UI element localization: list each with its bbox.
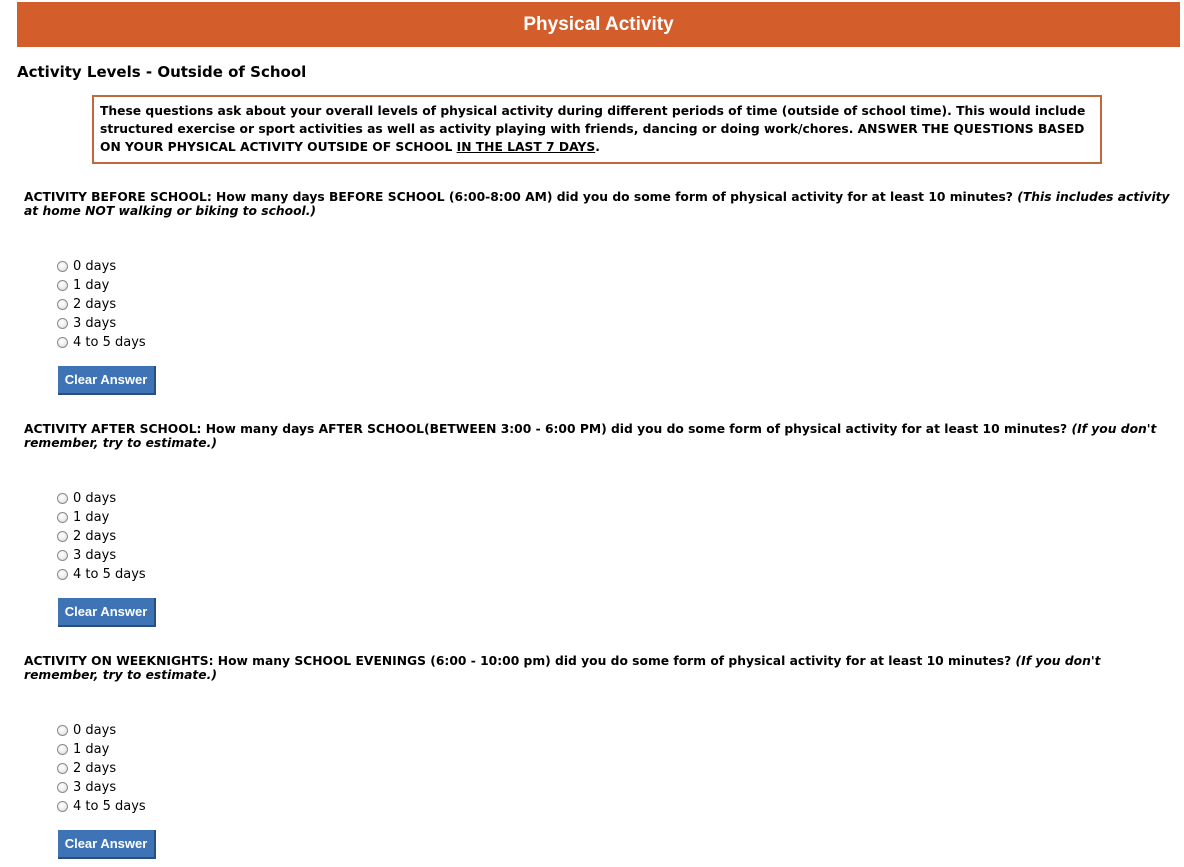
option-1-day[interactable] [57,740,146,759]
instructions-text: These questions ask about your overall levels of physical activity during different periods of time (outside of school time). This would include structured exercise or sport activities as well as activity playing with friends, dancing or doing work/chores. ANSWER THE QUESTIONS BASED ON YOUR PHYSICAL ACTIVITY OUTSIDE OF SCHOOL [100,104,1086,154]
radio-button[interactable] [57,801,68,812]
option-label: 4 to 5 days [73,799,146,814]
option-1-day[interactable] [57,276,146,295]
clear-answer-button[interactable]: Clear Answer [58,598,156,627]
radio-button[interactable] [57,763,68,774]
option-0-days[interactable] [57,257,146,276]
page-header [17,2,1180,47]
radio-button[interactable] [57,337,68,348]
option-label: 1 day [73,742,110,757]
option-2-days[interactable] [57,527,146,546]
radio-button[interactable] [57,299,68,310]
option-3-days[interactable] [57,778,146,797]
radio-button[interactable] [57,725,68,736]
question-weeknights [24,654,1174,682]
option-4-to-5-days[interactable] [57,797,146,816]
question-hint: (If you don't remember, try to estimate.) [24,422,1157,450]
option-4-to-5-days[interactable] [57,565,146,584]
option-0-days[interactable] [57,721,146,740]
options-weeknights [57,721,146,816]
option-label: 4 to 5 days [73,335,146,350]
radio-button[interactable] [57,569,68,580]
option-label: 3 days [73,316,117,331]
page-title: Physical Activity [523,14,674,35]
option-1-day[interactable] [57,508,146,527]
option-2-days[interactable] [57,759,146,778]
clear-answer-button[interactable]: Clear Answer [58,366,156,395]
option-label: 0 days [73,259,117,274]
question-text: ACTIVITY ON WEEKNIGHTS: How many SCHOOL EVENINGS (6:00 - 10:00 pm) did you do some form of physical activity for at least 10 minutes? [24,654,1016,668]
question-before-school [24,190,1174,218]
radio-button[interactable] [57,531,68,542]
option-label: 0 days [73,491,117,506]
option-label: 3 days [73,548,117,563]
option-label: 2 days [73,761,117,776]
section-title: Activity Levels - Outside of School [17,63,307,81]
question-text: ACTIVITY AFTER SCHOOL: How many days AFTER SCHOOL(BETWEEN 3:00 - 6:00 PM) did you do some form of physical activity for at least 10 minutes? [24,422,1072,436]
radio-button[interactable] [57,318,68,329]
radio-button[interactable] [57,280,68,291]
options-after-school [57,489,146,584]
clear-answer-button[interactable]: Clear Answer [58,830,156,859]
option-label: 2 days [73,297,117,312]
option-3-days[interactable] [57,314,146,333]
instructions-end: . [595,140,600,154]
instructions-emphasis: IN THE LAST 7 DAYS [456,140,596,154]
radio-button[interactable] [57,512,68,523]
radio-button[interactable] [57,744,68,755]
option-4-to-5-days[interactable] [57,333,146,352]
option-label: 1 day [73,278,110,293]
radio-button[interactable] [57,493,68,504]
option-2-days[interactable] [57,295,146,314]
question-hint: (This includes activity at home NOT walking or biking to school.) [24,190,1170,218]
question-after-school [24,422,1174,450]
radio-button[interactable] [57,550,68,561]
radio-button[interactable] [57,261,68,272]
option-label: 4 to 5 days [73,567,146,582]
radio-button[interactable] [57,782,68,793]
question-hint: (If you don't remember, try to estimate.) [24,654,1101,682]
options-before-school [57,257,146,352]
option-label: 1 day [73,510,110,525]
question-text: ACTIVITY BEFORE SCHOOL: How many days BEFORE SCHOOL (6:00-8:00 AM) did you do some form of physical activity for at least 10 minutes? [24,190,1018,204]
option-label: 2 days [73,529,117,544]
option-3-days[interactable] [57,546,146,565]
instructions-box [92,95,1102,164]
option-0-days[interactable] [57,489,146,508]
option-label: 0 days [73,723,117,738]
option-label: 3 days [73,780,117,795]
